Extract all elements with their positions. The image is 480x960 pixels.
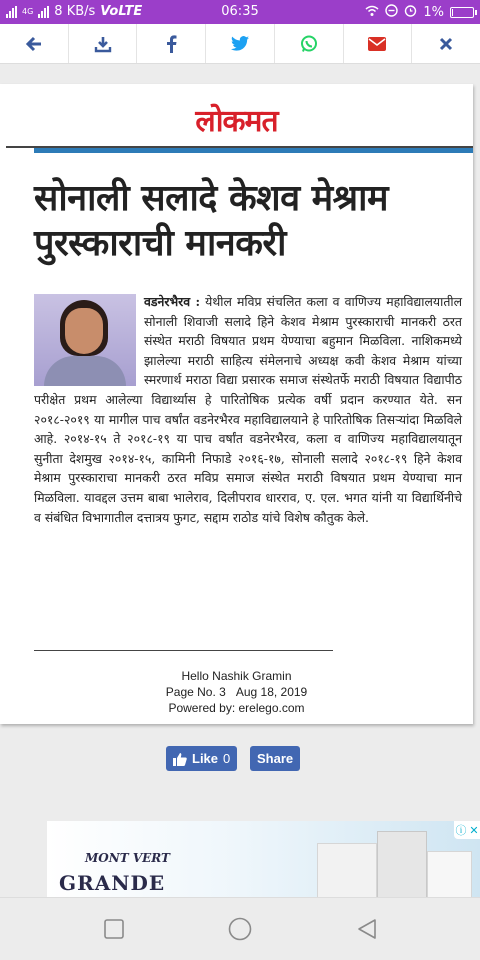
- ad-brand-line-1: MONT VERT: [85, 851, 170, 865]
- facebook-like-button[interactable]: [166, 746, 237, 771]
- article-clipping: [0, 84, 473, 724]
- student-photo: [34, 294, 136, 386]
- masthead-logo: लोकमत: [195, 104, 278, 139]
- headline-line-1: सोनाली सलादे केशव मेश्राम: [34, 178, 388, 219]
- article-dateline: वडनेरभैरव :: [144, 294, 201, 309]
- ad-close-icon: ✕: [469, 824, 479, 837]
- photo-shirt: [44, 356, 126, 386]
- network-type: 4G: [22, 7, 34, 16]
- do-not-disturb-icon: [385, 4, 398, 21]
- article-body: [34, 292, 462, 527]
- system-nav-bar: [0, 897, 480, 960]
- share-toolbar: [0, 24, 480, 64]
- photo-face: [65, 308, 103, 354]
- ad-building-3: [427, 851, 472, 899]
- facebook-icon: [165, 35, 177, 53]
- masthead-blue-rule: [34, 148, 473, 153]
- like-label: Like: [192, 751, 219, 766]
- back-arrow-icon: [25, 36, 43, 52]
- headline-line-2: पुरस्काराची मानकरी: [34, 223, 286, 264]
- twitter-icon: [231, 36, 249, 51]
- download-button[interactable]: [69, 24, 138, 63]
- email-share-button[interactable]: [344, 24, 413, 63]
- wifi-icon: [365, 5, 379, 21]
- close-icon: [439, 37, 453, 51]
- article-headline: [34, 176, 470, 266]
- ad-banner[interactable]: [47, 821, 480, 899]
- battery-icon: [450, 7, 474, 18]
- email-icon: [368, 37, 386, 51]
- article-end-rule: [34, 650, 333, 651]
- adchoices-button[interactable]: [454, 821, 480, 839]
- clipping-credits: [0, 668, 473, 716]
- battery-fill: [452, 9, 453, 16]
- twitter-share-button[interactable]: [206, 24, 275, 63]
- whatsapp-share-button[interactable]: [275, 24, 344, 63]
- publish-date: Aug 18, 2019: [235, 685, 308, 699]
- page-number: Page No. 3: [165, 685, 226, 699]
- battery-percent: 1%: [423, 5, 444, 20]
- ad-brand-line-2: GRANDE: [59, 871, 166, 895]
- info-icon: ⓘ: [455, 825, 467, 837]
- ad-building-1: [317, 843, 377, 899]
- close-button[interactable]: [412, 24, 480, 63]
- back-triangle-icon[interactable]: [356, 918, 378, 940]
- clock: 06:35: [221, 4, 259, 19]
- status-right: [365, 4, 474, 21]
- facebook-share-button[interactable]: [137, 24, 206, 63]
- ad-building-2: [377, 831, 427, 899]
- share-label: Share: [257, 751, 294, 766]
- powered-by: Powered by: erelego.com: [168, 701, 305, 715]
- article-body-text: येथील मविप्र संचलित कला व वाणिज्य महाविद्यालयातील सोनाली शिवाजी सलादे हिने केशव मेश्राम पुरस्काराची मानकरी ठरत संस्थेत मराठी विषयात प्रथम येण्याचा बहुमान मिळविला. नाशिकमध्ये झालेल्या मराठी साहित्य संमेलनाचे अध्यक्ष कवी केशव मेश्राम यांच्या स्मरणार्थ मराठा विद्या प्रसारक समाज संस्थेतर्फे मराठी विषयात विद्यापीठ परीक्षेत प्रथम आलेल्या विद्यार्थ्यास हे पारितोषिक प्रत्येक वर्षी प्रदान करण्यात येते. सन २०१८-२०१९ या मागील पाच वर्षांत वडनेरभैरव महाविद्यालयाने हे पारितोषिक तिसऱ्यांदा मिळविले आहे. २०१४-१५ ते २०१८-१९ या पाच वर्षांत वडनेरभैरव, कला व वाणिज्य महाविद्यालयातून सुनीता देशमुख २०१४-१५, कामिनी निफाडे २०१६-१७, सोनाली सलादे २०१८-१९ हिने केशव मेश्राम पुरस्काराचा मानकरी ठरत मविप्र समाज संस्थेत मराठी विषयात प्रथम येण्याचा मान मिळविला. यावद्दल उत्तम बाबा भालेराव, दिलीपराव धारराव, ए. एल. भगत यांनी या विद्यार्थिनीचे व संबंधित विभागातील दत्तात्रय फुगट, सद्दाम राठोड यांचे विशेष कौतुक केले.: [34, 294, 462, 525]
- facebook-share-button-2[interactable]: [250, 746, 300, 771]
- network-speed: 8 KB/s: [54, 4, 96, 19]
- publication-name: Hello Nashik Gramin: [181, 669, 292, 683]
- whatsapp-icon: [300, 35, 318, 53]
- carrier-label: VoLTE: [100, 4, 143, 19]
- alarm-icon: [404, 4, 417, 21]
- thumbs-up-icon: [173, 752, 187, 766]
- status-bar: [0, 0, 480, 24]
- download-icon: [94, 35, 112, 53]
- recents-square-icon[interactable]: [104, 919, 124, 939]
- page-date-line: [0, 684, 473, 700]
- like-count: 0: [223, 751, 231, 766]
- home-circle-icon[interactable]: [228, 917, 252, 941]
- back-button[interactable]: [0, 24, 69, 63]
